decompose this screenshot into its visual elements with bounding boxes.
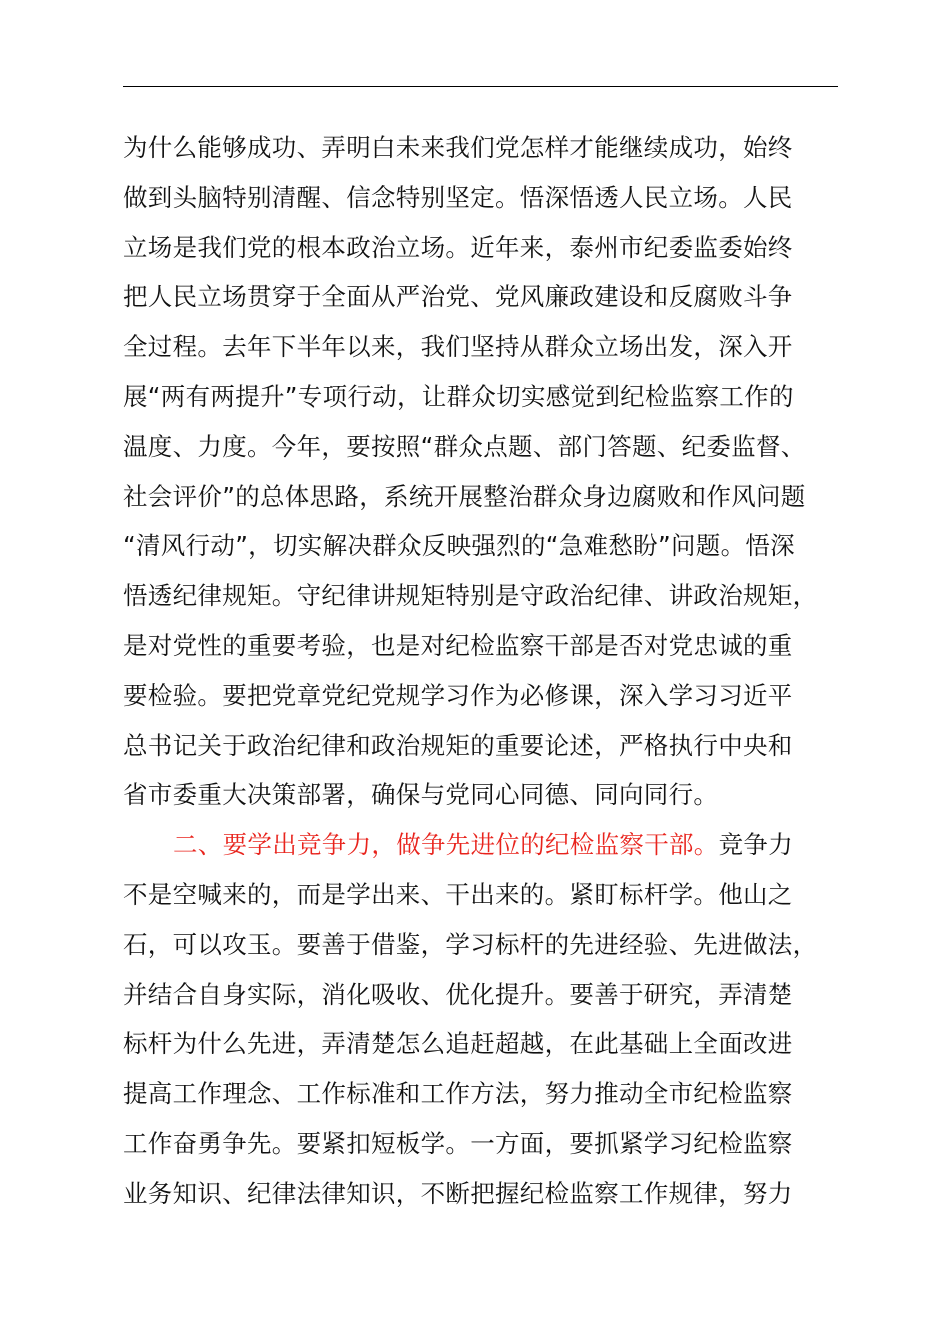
text-line: 全过程。去年下半年以来，我们坚持从群众立场出发，深入开 [123, 332, 793, 362]
text-line: 提高工作理念、工作标准和工作方法，努力推动全市纪检监察 [123, 1079, 793, 1109]
text-line: 做到头脑特别清醒、信念特别坚定。悟深悟透人民立场。人民 [123, 182, 793, 212]
text-line: 把人民立场贯穿于全面从严治党、党风廉政建设和反腐败斗争 [123, 282, 793, 312]
text-line: 标杆为什么先进，弄清楚怎么追赶超越，在此基础上全面改进 [123, 1029, 793, 1059]
section-heading-tail: 竞争力 [718, 830, 794, 860]
text-line: 为什么能够成功、弄明白未来我们党怎样才能继续成功，始终 [123, 133, 793, 162]
section-heading-line [123, 820, 843, 870]
document-body [123, 123, 843, 1219]
text-line: 温度、力度。今年，要按照“群众点题、部门答题、纪委监督、 [123, 431, 806, 461]
text-line: 省市委重大决策部署，确保与党同心同德、同向同行。 [123, 780, 719, 810]
text-line: 悟透纪律规矩。守纪律讲规矩特别是守政治纪律、讲政治规矩， [123, 581, 818, 611]
text-line: 并结合自身实际，消化吸收、优化提升。要善于研究，弄清楚 [123, 979, 793, 1009]
section-heading: 二、要学出竞争力，做争先进位的纪检监察干部。 [173, 830, 719, 860]
text-line: “清风行动”，切实解决群众反映强烈的“急难愁盼”问题。悟深 [123, 531, 795, 561]
text-line: 总书记关于政治纪律和政治规矩的重要论述，严格执行中央和 [123, 730, 793, 760]
text-line: 是对党性的重要考验，也是对纪检监察干部是否对党忠诚的重 [123, 630, 793, 660]
text-line: 工作奋勇争先。要紧扣短板学。一方面，要抓紧学习纪检监察 [123, 1128, 793, 1158]
header-rule [123, 86, 838, 87]
text-line: 石，可以攻玉。要善于借鉴，学习标杆的先进经验、先进做法， [123, 929, 818, 959]
text-line: 要检验。要把党章党纪党规学习作为必修课，深入学习习近平 [123, 680, 793, 710]
text-line: 立场是我们党的根本政治立场。近年来，泰州市纪委监委始终 [123, 232, 793, 262]
text-line: 业务知识、纪律法律知识，不断把握纪检监察工作规律，努力 [123, 1178, 793, 1208]
text-line: 展“两有两提升”专项行动，让群众切实感觉到纪检监察工作的 [123, 381, 794, 411]
text-line: 不是空喊来的，而是学出来、干出来的。紧盯标杆学。他山之 [123, 879, 793, 909]
text-line: 社会评价”的总体思路，系统开展整治群众身边腐败和作风问题 [123, 481, 806, 511]
